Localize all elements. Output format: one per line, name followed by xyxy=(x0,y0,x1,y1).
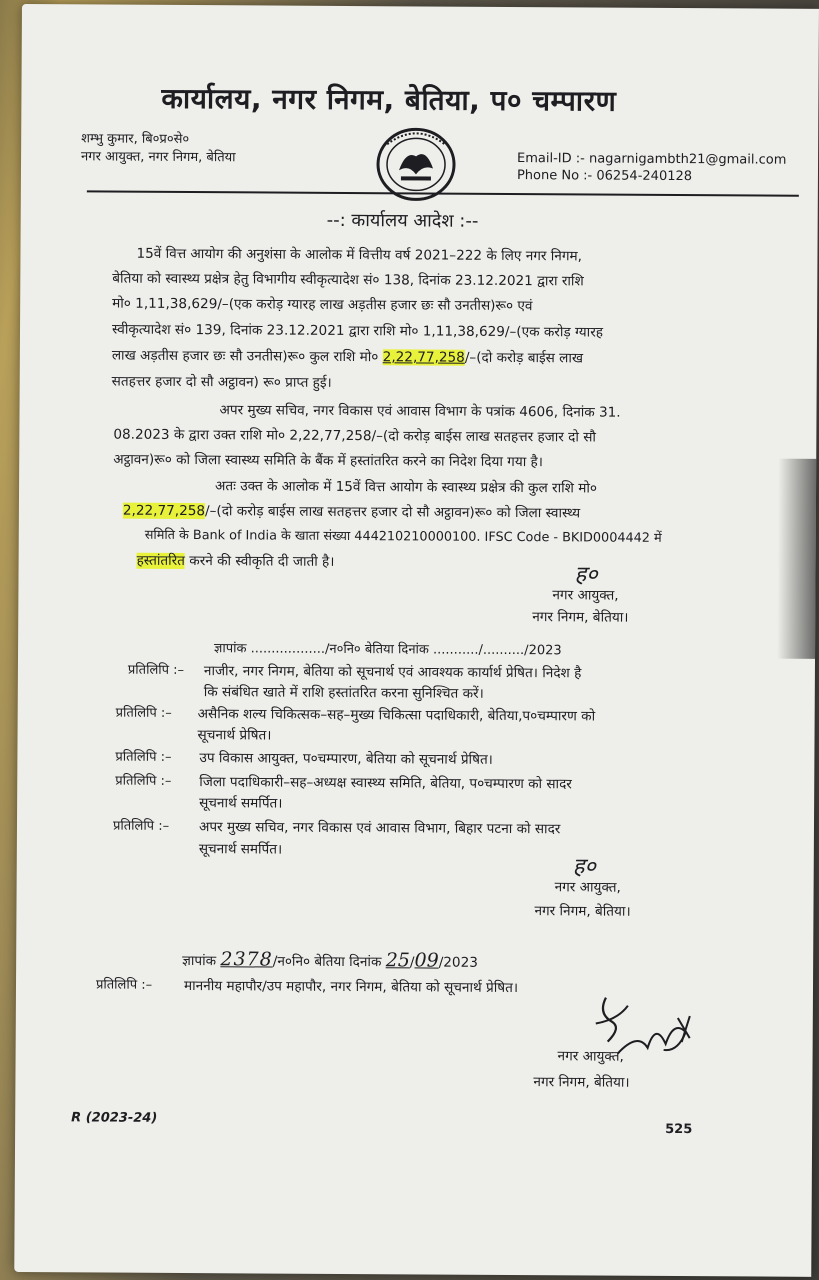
memo2-day-handwritten: 25 xyxy=(385,949,411,972)
copy5-label: प्रतिलिपि :– xyxy=(112,818,170,834)
memo2-middle: /न०नि० बेतिया दिनांक xyxy=(272,953,382,971)
para3-line3: समिति के Bank of India के खाता संख्या 444210210000100. IFSC Code - BKID0004442 में xyxy=(144,527,662,546)
officer-designation: नगर आयुक्त, नगर निगम, बेतिया xyxy=(81,149,236,166)
copy5-line2: सूचनार्थ समर्पित। xyxy=(198,841,283,858)
page-edge-shadow xyxy=(777,459,816,659)
signature3-office: नगर निगम, बेतिया। xyxy=(533,1074,630,1091)
copy4-line1: जिला पदाधिकारी–सह–अध्यक्ष स्वास्थ्य समिति, बेतिया, प०चम्पारण को सादर xyxy=(199,774,572,793)
copy1-line1: नाजीर, नगर निगम, बेतिया को सूचनार्थ एवं आवश्यक कार्यार्थ प्रेषित। निदेश है xyxy=(203,663,582,682)
para1-line1: 15वें वित्त आयोग की अनुशंसा के आलोक में वित्तीय वर्ष 2021–222 के लिए नगर निगम, xyxy=(136,245,583,265)
memo2-line: ज्ञापांक 2378/न०नि० बेतिया दिनांक 25/09/2023 xyxy=(182,948,478,972)
copy4-label: प्रतिलिपि :– xyxy=(115,773,172,789)
para1-line3: मो० 1,11,38,629/–(एक करोड़ ग्यारह लाख अड़तीस हजार छः सौ उनतीस)रू० एवं xyxy=(112,295,533,315)
order-heading: --: कार्यालय आदेश :-- xyxy=(326,209,479,232)
copy5-line1: अपर मुख्य सचिव, नगर विकास एवं आवास विभाग, बिहार पटना को सादर xyxy=(198,819,561,838)
para1-line6: सतहत्तर हजार दो सौ अट्ठावन) रू० प्राप्त हुई। xyxy=(111,373,332,391)
highlighted-total-amount: 2,22,77,258 xyxy=(382,349,465,366)
document-page xyxy=(14,4,819,1277)
highlighted-amount: 2,22,77,258 xyxy=(122,502,206,520)
phone-line: Phone No :- 06254-240128 xyxy=(516,168,693,185)
para1-line5 xyxy=(112,345,583,367)
para1-line5-text: लाख अड़तीस हजार छः सौ उनतीस)रू० कुल राशि मो० xyxy=(111,347,379,366)
memo2-prefix: ज्ञापांक xyxy=(182,952,217,970)
para3-line2 xyxy=(123,500,580,522)
memo2-year: /2023 xyxy=(438,954,478,971)
para2-line2: 08.2023 के द्वारा उक्त राशि मो० 2,22,77,258/–(दो करोड़ बाईस लाख सतहत्तर हजार दो सौ xyxy=(113,426,597,446)
para3-line2-tail: /–(दो करोड़ बाईस लाख सतहत्तर हजार दो सौ अट्ठावन)रू० को जिला स्वास्थ्य xyxy=(205,503,581,522)
signature2-designation: नगर आयुक्त, xyxy=(554,879,621,896)
signature1-office: नगर निगम, बेतिया। xyxy=(532,609,629,626)
para1-line4: स्वीकृत्यादेश सं० 139, दिनांक 23.12.2021 द्वारा राशि मो० 1,11,38,629/–(एक करोड़ ग्यारह xyxy=(111,321,604,341)
copy3-line1: उप विकास आयुक्त, प०चम्पारण, बेतिया को सूचनार्थ प्रेषित। xyxy=(199,750,493,768)
para2-line1: अपर मुख्य सचिव, नगर विकास एवं आवास विभाग के पत्रांक 4606, दिनांक 31. xyxy=(219,402,621,421)
copy1-label: प्रतिलिपि :– xyxy=(127,662,185,679)
copy2-label: प्रतिलिपि :– xyxy=(115,705,172,721)
copy2-line2: सूचनार्थ प्रेषित। xyxy=(197,727,272,744)
copy1-line2: कि संबंधित खाते में राशि हस्तांतरित करना सुनिश्चित करें। xyxy=(203,684,484,702)
final-copy-label: प्रतिलिपि :– xyxy=(95,977,153,993)
highlighted-transfer-word: हस्तांतरित xyxy=(136,552,186,570)
para3-line4 xyxy=(137,550,335,570)
copy3-label: प्रतिलिपि :– xyxy=(115,749,172,765)
final-copy-text: माननीय महापौर/उप महापौर, नगर निगम, बेतिया को सूचनार्थ प्रेषित। xyxy=(183,978,519,997)
footer-reference: R (2023-24) xyxy=(71,1110,158,1126)
memo2-month-handwritten: 09 xyxy=(414,949,439,972)
para2-line3: अट्ठावन)रू० को जिला स्वास्थ्य समिति के बैंक में हस्तांतरित करने का निदेश दिया गया है। xyxy=(113,451,544,471)
para3-line4-tail: करने की स्वीकृति दी जाती है। xyxy=(184,553,335,570)
email-line: Email-ID :- nagarnigambth21@gmail.com xyxy=(517,151,787,168)
para1-line5-tail: /–(दो करोड़ बाईस लाख xyxy=(464,349,584,367)
memo1-line: ज्ञापांक ................../न०नि० बेतिया दिनांक .........../........../2023 xyxy=(214,641,562,659)
memo2-number-handwritten: 2378 xyxy=(220,948,273,971)
page-number: 525 xyxy=(665,1121,693,1138)
copy2-line1: असैनिक शल्य चिकित्सक–सह–मुख्य चिकित्सा पदाधिकारी, बेतिया,प०चम्पारण को xyxy=(197,706,596,725)
signature1-initials: ह० xyxy=(574,562,598,588)
signature1-designation: नगर आयुक्त, xyxy=(552,587,619,604)
officer-name: शम्भु कुमार, बि०प्र०से० xyxy=(81,131,190,148)
copy4-line2: सूचनार्थ समर्पित। xyxy=(199,795,283,812)
signature2-initials: ह० xyxy=(572,854,596,880)
office-title: कार्यालय, नगर निगम, बेतिया, प० चम्पारण xyxy=(161,81,617,118)
signature2-office: नगर निगम, बेतिया। xyxy=(534,903,631,920)
para1-line2: बेतिया को स्वास्थ्य प्रक्षेत्र हेतु विभागीय स्वीकृत्यादेश सं० 138, दिनांक 23.12.2021 द्वारा राशि xyxy=(112,270,584,290)
signature3-designation: नगर आयुक्त, xyxy=(557,1048,624,1065)
para3-line1: अतः उक्त के आलोक में 15वें वित्त आयोग के स्वास्थ्य प्रक्षेत्र की कुल राशि मो० xyxy=(215,478,598,497)
